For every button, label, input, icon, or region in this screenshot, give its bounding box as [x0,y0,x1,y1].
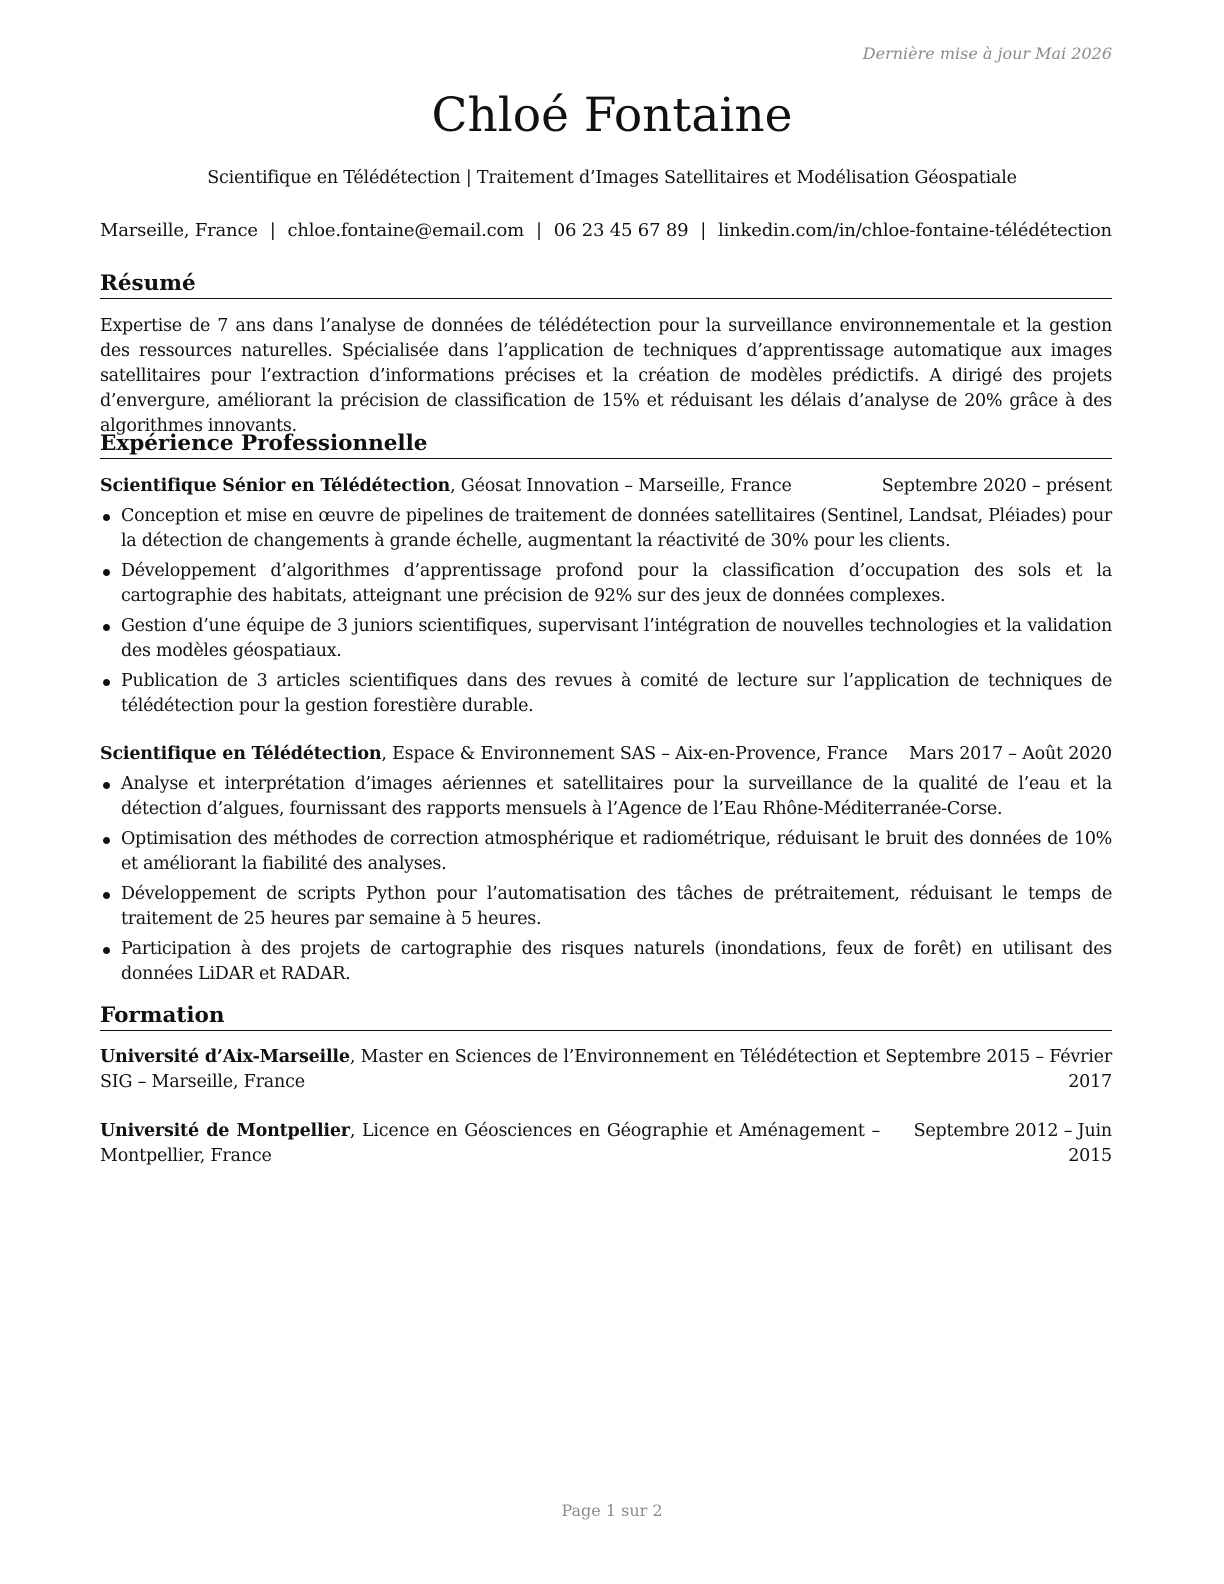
bullet-text: Gestion d’une équipe de 3 juniors scientifiques, supervisant l’intégration de nouvelles technologies et la validation des modèles géospatiaux. [121,616,1112,661]
job-role: Scientifique en Télédétection [100,744,382,764]
contact-line [100,218,1112,244]
education-school: Université d’Aix-Marseille [100,1047,350,1067]
contact-separator: | [700,220,707,241]
bullet-icon [103,569,110,576]
education-entry [100,1045,1112,1095]
job-header [100,474,1112,499]
job-bullets [100,504,1112,724]
section-title-experience: Expérience Professionnelle [100,430,1112,459]
job-dates: Septembre 2020 – présent [881,476,1112,496]
bullet-icon [103,624,110,631]
bullet-text: Développement de scripts Python pour l’automatisation des tâches de prétraitement, réduisant le temps de traitement de 25 heures par semaine à 5 heures. [121,884,1112,929]
section-title-summary: Résumé [100,270,1112,299]
education-dates: Septembre 2012 – Juin 2015 [913,1121,1112,1166]
bullet-icon [103,782,110,789]
contact-location: Marseille, France [100,220,258,241]
bullet-text: Publication de 3 articles scientifiques dans des revues à comité de lecture sur l’application de techniques de télédétection pour la gestion forestière durable. [121,671,1112,716]
education-school: Université de Montpellier [100,1121,350,1141]
bullet-item [100,882,1112,932]
job-company: , Espace & Environnement SAS – Aix-en-Provence, France [381,744,888,764]
job-company: , Géosat Innovation – Marseille, France [450,476,792,496]
candidate-name: Chloé Fontaine [431,88,793,143]
bullet-item [100,669,1112,719]
bullet-text: Analyse et interprétation d’images aériennes et satellitaires pour la surveillance de la qualité de l’eau et la détection d’algues, fournissant des rapports mensuels à l’Agence de l’Eau Rhône-Méditerranée-Corse. [121,774,1112,819]
contact-linkedin[interactable]: linkedin.com/in/chloe-fontaine-télédétection [718,220,1112,241]
bullet-icon [103,947,110,954]
education-degree: , Licence en Géosciences en Géographie et Aménagement – Montpellier, France [100,1121,880,1166]
bullet-item [100,504,1112,554]
page-number: Page 1 sur 2 [561,1501,663,1520]
bullet-item [100,559,1112,609]
bullet-item [100,614,1112,664]
bullet-text: Optimisation des méthodes de correction atmosphérique et radiométrique, réduisant le bruit des données de 10% et améliorant la fiabilité des analyses. [121,829,1112,874]
job-dates: Mars 2017 – Août 2020 [908,744,1112,764]
contact-phone: 06 23 45 67 89 [553,220,689,241]
bullet-icon [103,679,110,686]
section-title-education: Formation [100,1002,1112,1031]
education-dates: Septembre 2015 – Février 2017 [885,1047,1112,1092]
bullet-icon [103,837,110,844]
contact-separator: | [269,220,276,241]
contact-separator: | [535,220,542,241]
bullet-text: Conception et mise en œuvre de pipelines de traitement de données satellitaires (Sentinel, Landsat, Pléiades) pour la détection de changements à grande échelle, augmentant la réactivité de 30% pour les clients. [121,506,1112,551]
job-title-line [100,742,888,767]
education-description [100,1119,880,1169]
bullet-item [100,772,1112,822]
job-role: Scientifique Sénior en Télédétection [100,476,451,496]
job-header [100,742,1112,767]
last-updated: Dernière mise à jour Mai 2026 [862,44,1112,63]
job-bullets [100,772,1112,992]
tagline: Scientifique en Télédétection | Traitement d’Images Satellitaires et Modélisation Géospatiale [207,168,1017,188]
bullet-item [100,937,1112,987]
education-entry [100,1119,1112,1169]
bullet-item [100,827,1112,877]
education-description [100,1045,880,1095]
education-degree: , Master en Sciences de l’Environnement en Télédétection et SIG – Marseille, France [100,1047,880,1092]
contact-email[interactable]: chloe.fontaine@email.com [287,220,525,241]
bullet-icon [103,514,110,521]
job-title-line [100,474,792,499]
bullet-text: Participation à des projets de cartographie des risques naturels (inondations, feux de forêt) en utilisant des données LiDAR et RADAR. [121,939,1112,984]
summary-text: Expertise de 7 ans dans l’analyse de données de télédétection pour la surveillance environnementale et la gestion des ressources naturelles. Spécialisée dans l’application de techniques d’apprentissage automatique aux images satellitaires pour l’extraction d’informations précises et la création de modèles prédictifs. A dirigé des projets d’envergure, améliorant la précision de classification de 15% et réduisant les délais d’analyse de 20% grâce à des algorithmes innovants. [100,316,1112,436]
bullet-icon [103,892,110,899]
bullet-text: Développement d’algorithmes d’apprentissage profond pour la classification d’occupation des sols et la cartographie des habitats, atteignant une précision de 92% sur des jeux de données complexes. [121,561,1112,606]
